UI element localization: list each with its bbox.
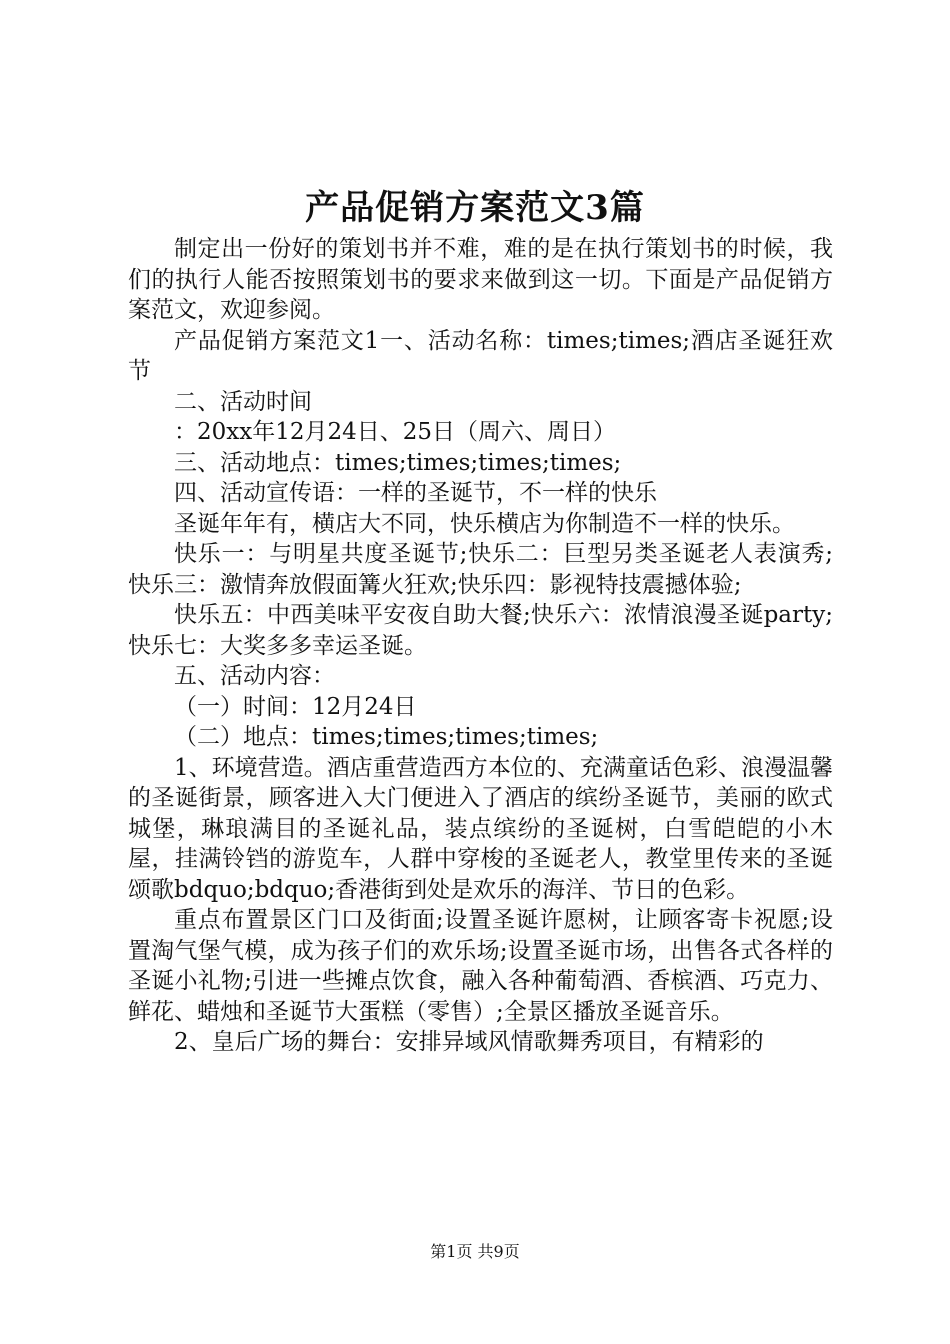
- paragraph: 产品促销方案范文1一、活动名称：times;times;酒店圣诞狂欢节: [128, 327, 833, 384]
- paragraph: （二）地点：times;times;times;times;: [174, 724, 599, 750]
- paragraph: 三、活动地点：times;times;times;times;: [174, 449, 622, 476]
- paragraph: 五、活动内容：: [174, 663, 335, 689]
- paragraph: 制定出一份好的策划书并不难，难的是在执行策划书的时候，我们的执行人能否按照策划书的要求来做到这一切。下面是产品促销方案范文，欢迎参阅。: [128, 236, 833, 323]
- paragraph: 1、环境营造。酒店重营造西方本位的、充满童话色彩、浪漫温馨的圣诞街景，顾客进入大门便进入了酒店的缤纷圣诞节，美丽的欧式城堡，琳琅满目的圣诞礼品，装点缤纷的圣诞树，白雪皑皑的小木屋，挂满铃铛的游览车，人群中穿梭的圣诞老人，教堂里传来的圣诞颂歌bdquo;bdquo;香港街到处是欢乐的海洋、节日的色彩。: [128, 754, 833, 903]
- paragraph: 圣诞年年有，横店大不同，快乐横店为你制造不一样的快乐。: [174, 510, 795, 537]
- paragraph: 2、皇后广场的舞台：安排异域风情歌舞秀项目，有精彩的: [174, 1029, 764, 1055]
- document-body: [128, 234, 833, 1058]
- paragraph: ：20xx年12月24日、25日（周六、周日）: [174, 419, 617, 445]
- paragraph: 快乐一：与明星共度圣诞节;快乐二：巨型另类圣诞老人表演秀;快乐三：激情奔放假面篝火狂欢;快乐四：影视特技震撼体验;: [128, 541, 833, 598]
- paragraph: 二、活动时间: [174, 388, 312, 415]
- paragraph: （一）时间：12月24日: [174, 693, 417, 720]
- paragraph: 快乐五：中西美味平安夜自助大餐;快乐六：浓情浪漫圣诞party;快乐七：大奖多多幸运圣诞。: [128, 602, 833, 659]
- document-title: 产品促销方案范文3篇: [305, 188, 645, 228]
- paragraph: 重点布置景区门口及街面;设置圣诞许愿树，让顾客寄卡祝愿;设置淘气堡气模，成为孩子们的欢乐场;设置圣诞市场，出售各式各样的圣诞小礼物;引进一些摊点饮食，融入各种葡萄酒、香槟酒、巧克力、鲜花、蜡烛和圣诞节大蛋糕（零售）;全景区播放圣诞音乐。: [128, 907, 833, 1025]
- paragraph: 四、活动宣传语：一样的圣诞节，不一样的快乐: [174, 480, 657, 506]
- page-footer: 第1页 共9页: [430, 1242, 520, 1261]
